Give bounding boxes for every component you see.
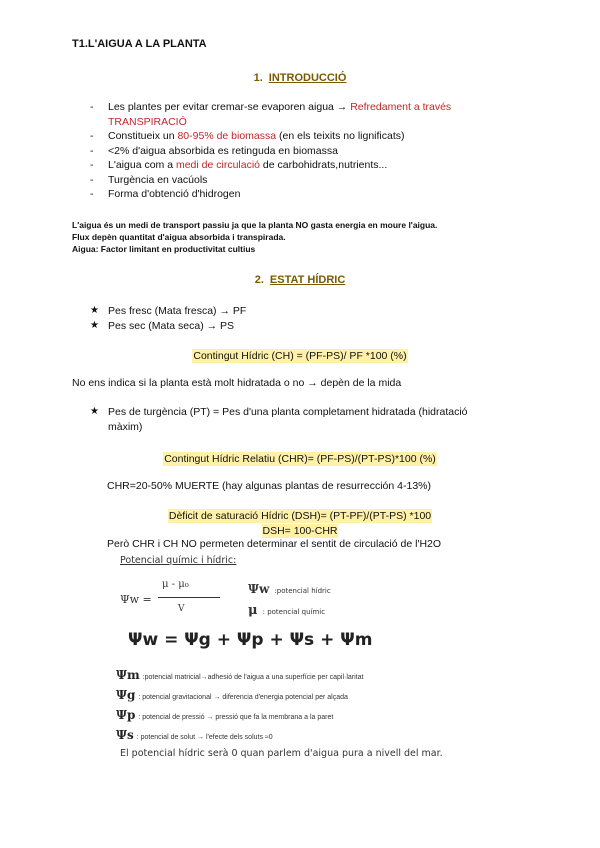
turgor-weight bbox=[90, 405, 468, 434]
turgor-line-1: Pes de turgència (PT) = Pes d'una planta completament hidratada (hidratació bbox=[108, 406, 468, 418]
component-symbol: Ψs bbox=[116, 728, 134, 742]
highlighted-term: 80-95% de biomassa bbox=[177, 130, 277, 142]
intro-note-3: Aigua: Factor limitant en productivitat cultius bbox=[72, 244, 256, 254]
psi-w-lhs: Ψw = bbox=[120, 593, 152, 606]
component-symbol: Ψp bbox=[116, 708, 136, 722]
bullet-text: Forma d'obtenció d'hidrogen bbox=[108, 188, 241, 200]
circulation-note: Però CHR i CH NO permeten determinar el sentit de circulació de l'H2O bbox=[107, 538, 442, 550]
formula-numerator: μ - μ₀ bbox=[162, 579, 189, 590]
mu-legend-text: : potencial químic bbox=[262, 608, 326, 616]
bullet-text: Les plantes per evitar cremar-se evaporen aigua → bbox=[108, 101, 351, 113]
mu-legend bbox=[248, 599, 325, 618]
bullet-text: Constitueix un bbox=[108, 130, 178, 142]
psi-legend-symbol: Ψw bbox=[248, 582, 270, 596]
component-description: : potencial de solut → l'efecte dels soluts ≈0 bbox=[136, 734, 273, 741]
bullet-text: <2% d'aigua absorbida es retinguda en biomassa bbox=[108, 144, 338, 157]
highlighted-term: medi de circulació bbox=[175, 159, 261, 171]
potential-component-row bbox=[116, 686, 363, 706]
section-2-title: ESTAT HÍDRIC bbox=[269, 274, 346, 286]
intro-bullet bbox=[90, 115, 451, 130]
mu-legend-symbol: μ bbox=[248, 603, 258, 618]
bullet-text: Turgència en vacúols bbox=[108, 173, 208, 186]
document-title: T1.L'AIGUA A LA PLANTA bbox=[72, 38, 207, 50]
section-2-heading bbox=[0, 274, 600, 286]
section-1-number: 1. bbox=[253, 72, 263, 84]
ch-formula-row bbox=[0, 346, 600, 364]
potential-components bbox=[116, 666, 363, 746]
psi-legend bbox=[248, 578, 331, 597]
ch-formula: Contingut Hídric (CH) = (PF-PS)/ PF *100 (%) bbox=[193, 350, 407, 362]
weight-fresh: ★ Pes fresc (Mata fresca) → PF bbox=[90, 304, 246, 319]
chr-formula: Contingut Hídric Relatiu (CHR)= (PF-PS)/(PT-PS)*100 (%) bbox=[164, 453, 436, 465]
highlighted-term: Refredament a través bbox=[350, 101, 452, 113]
intro-note-2: Flux depèn quantitat d'aigua absorbida i transpirada. bbox=[72, 232, 286, 242]
component-symbol: Ψg bbox=[116, 688, 136, 702]
bullet-text: (en els teixits no lignificats) bbox=[276, 130, 405, 142]
component-description: : potencial gravitacional → diferencia d'energia potencial per alçada bbox=[138, 694, 348, 701]
formula-denominator: V bbox=[178, 604, 185, 614]
intro-bullet bbox=[90, 187, 451, 202]
ch-note: No ens indica si la planta està molt hidratada o no → depèn de la mida bbox=[72, 377, 402, 389]
intro-note-1: L'aigua és un medi de transport passiu ja que la planta NO gasta energia en moure l'aigua. bbox=[72, 220, 438, 230]
chr-note: CHR=20-50% MUERTE (hay algunas plantas de resurrección 4-13%) bbox=[107, 480, 431, 492]
turgor-list bbox=[90, 405, 468, 434]
section-2-number: 2. bbox=[254, 274, 264, 286]
intro-bullet bbox=[90, 173, 451, 188]
turgor-line-2: màxim) bbox=[108, 420, 143, 433]
potential-component-row bbox=[116, 706, 363, 726]
fraction-bar bbox=[158, 597, 220, 598]
potential-heading: Potencial químic i hídric: bbox=[120, 555, 237, 566]
final-note: El potencial hídric serà 0 quan parlem d'aigua pura a nivell del mar. bbox=[120, 748, 443, 759]
potential-component-row bbox=[116, 666, 363, 686]
main-water-potential-equation: Ψw = Ψg + Ψp + Ψs + Ψm bbox=[128, 630, 373, 650]
component-description: :potencial matricial→adhesió de l'aigua a una superfície per capil·laritat bbox=[142, 674, 364, 681]
intro-bullet bbox=[90, 100, 451, 115]
section-1-title: INTRODUCCIÓ bbox=[268, 72, 347, 84]
bullet-text: de carbohidrats,nutrients... bbox=[260, 159, 388, 171]
intro-bullet bbox=[90, 158, 451, 173]
chr-formula-row bbox=[0, 449, 600, 467]
section-1-heading bbox=[0, 72, 600, 84]
intro-bullet bbox=[90, 129, 451, 144]
dsh-formula-2: DSH= 100-CHR bbox=[262, 525, 338, 537]
weights-list bbox=[90, 304, 246, 333]
psi-legend-text: :potencial hídric bbox=[274, 587, 331, 595]
bullet-text: L'aigua com a bbox=[108, 159, 176, 171]
potential-component-row bbox=[116, 726, 363, 746]
component-symbol: Ψm bbox=[116, 668, 140, 682]
weight-dry: ★ Pes sec (Mata seca) → PS bbox=[90, 319, 246, 334]
dsh-formula: Dèficit de saturació Hídric (DSH)= (PT-PF)/(PT-PS) *100 bbox=[168, 510, 432, 522]
intro-bullet-list bbox=[90, 100, 451, 202]
highlighted-term: TRANSPIRACIÓ bbox=[108, 115, 187, 128]
intro-bullet bbox=[90, 144, 451, 159]
component-description: : potencial de pressió → pressió que fa la membrana a la paret bbox=[138, 714, 334, 721]
dsh-formula-block bbox=[0, 508, 600, 538]
